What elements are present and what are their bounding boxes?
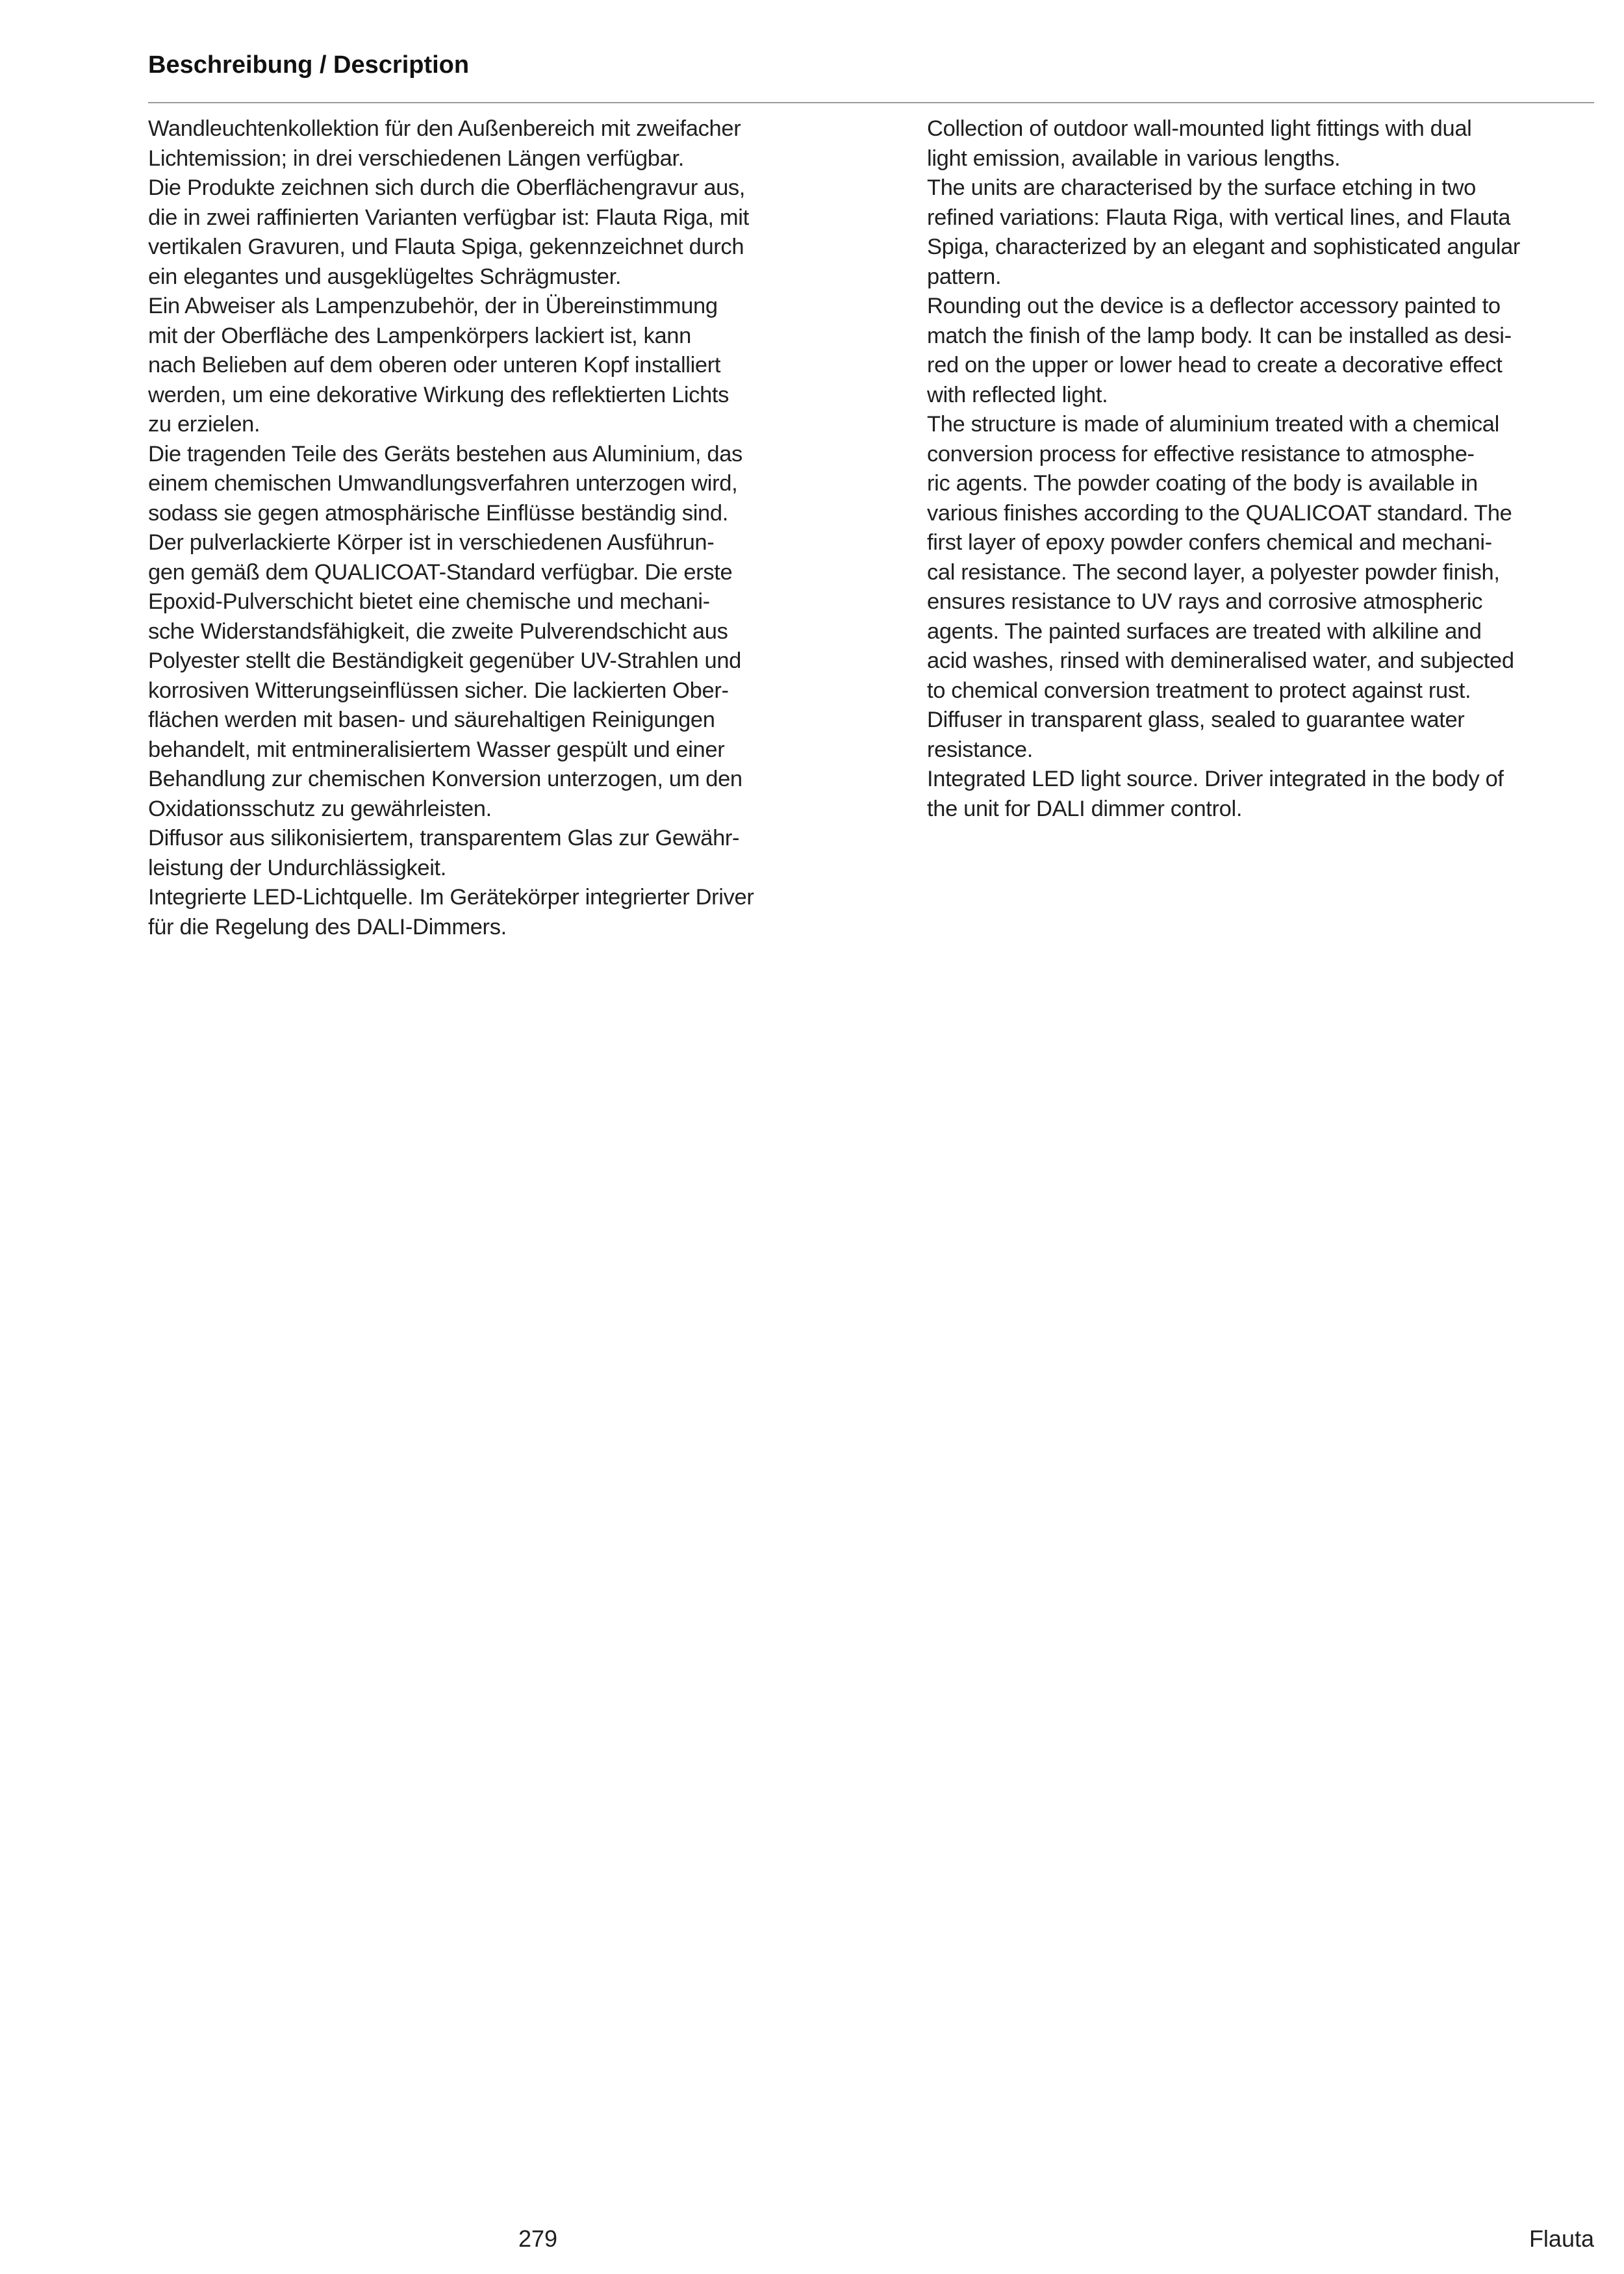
text-line: Der pulverlackierte Körper ist in verschiedenen Ausführun- xyxy=(148,530,715,555)
text-line: gen gemäß dem QUALICOAT-Standard verfügbar. Die erste xyxy=(148,559,733,585)
text-line: The structure is made of aluminium treated with a chemical xyxy=(927,412,1499,437)
text-line: refined variations: Flauta Riga, with vertical lines, and Flauta xyxy=(927,205,1511,230)
text-line: flächen werden mit basen- und säurehaltigen Reinigungen xyxy=(148,708,715,732)
text-line: Ein Abweiser als Lampenzubehör, der in Übereinstimmung xyxy=(148,294,718,318)
text-line: ein elegantes und ausgeklügeltes Schrägmuster. xyxy=(148,264,622,289)
text-line: Integrated LED light source. Driver integrated in the body of xyxy=(927,767,1504,791)
text-line: various finishes according to the QUALICOAT standard. The xyxy=(927,500,1512,526)
german-paragraph xyxy=(148,114,804,173)
page-number: 279 xyxy=(518,2225,558,2252)
text-line: behandelt, mit entmineralisiertem Wasser gespült und einer xyxy=(148,737,725,762)
text-line: Diffuser in transparent glass, sealed to guarantee water xyxy=(927,708,1465,732)
text-line: Rounding out the device is a deflector accessory painted to xyxy=(927,294,1501,318)
text-line: Wandleuchtenkollektion für den Außenbereich mit zweifacher xyxy=(148,116,741,141)
english-paragraph xyxy=(927,410,1596,706)
text-line: mit der Oberfläche des Lampenkörpers lackiert ist, kann xyxy=(148,323,691,348)
text-line: Diffusor aus silikonisiertem, transparentem Glas zur Gewähr- xyxy=(148,826,740,850)
text-line: einem chemischen Umwandlungsverfahren unterzogen wird, xyxy=(148,471,738,496)
text-line: with reflected light. xyxy=(927,382,1108,407)
text-line: Oxidationsschutz zu gewährleisten. xyxy=(148,796,492,821)
text-line: Behandlung zur chemischen Konversion unterzogen, um den xyxy=(148,767,742,791)
text-line: the unit for DALI dimmer control. xyxy=(927,796,1243,821)
german-paragraph xyxy=(148,440,804,824)
text-line: Epoxid-Pulverschicht bietet eine chemische und mechani- xyxy=(148,589,710,614)
german-paragraph xyxy=(148,824,804,883)
text-line: Spiga, characterized by an elegant and sophisticated angular xyxy=(927,235,1521,259)
german-paragraph xyxy=(148,292,804,440)
text-line: korrosiven Witterungseinflüssen sicher. Die lackierten Ober- xyxy=(148,678,729,703)
english-description-column xyxy=(927,114,1596,824)
text-line: leistung der Undurchlässigkeit. xyxy=(148,855,446,880)
text-line: conversion process for effective resistance to atmosphe- xyxy=(927,441,1475,466)
text-line: to chemical conversion treatment to protect against rust. xyxy=(927,678,1471,703)
english-paragraph xyxy=(927,706,1596,765)
text-line: ensures resistance to UV rays and corrosive atmospheric xyxy=(927,589,1483,614)
text-line: Integrierte LED-Lichtquelle. Im Gerätekörper integrierter Driver xyxy=(148,885,754,910)
text-line: acid washes, rinsed with demineralised water, and subjected xyxy=(927,648,1514,673)
english-paragraph xyxy=(927,765,1596,824)
text-line: resistance. xyxy=(927,737,1033,762)
german-paragraph xyxy=(148,173,804,292)
text-line: light emission, available in various lengths. xyxy=(927,146,1341,171)
page-title: Beschreibung / Description xyxy=(148,51,470,79)
text-line: pattern. xyxy=(927,264,1002,289)
text-line: Die tragenden Teile des Geräts bestehen aus Aluminium, das xyxy=(148,441,742,466)
product-name: Flauta xyxy=(1529,2225,1594,2252)
english-paragraph xyxy=(927,114,1596,173)
text-line: first layer of epoxy powder confers chemical and mechani- xyxy=(927,530,1492,555)
text-line: Polyester stellt die Beständigkeit gegenüber UV-Strahlen und xyxy=(148,648,741,673)
text-line: The units are characterised by the surface etching in two xyxy=(927,175,1476,200)
text-line: die in zwei raffinierten Varianten verfügbar ist: Flauta Riga, mit xyxy=(148,205,749,230)
text-line: cal resistance. The second layer, a polyester powder finish, xyxy=(927,559,1500,585)
text-line: red on the upper or lower head to create a decorative effect xyxy=(927,353,1503,377)
text-line: match the finish of the lamp body. It can be installed as desi- xyxy=(927,323,1512,348)
text-line: Die Produkte zeichnen sich durch die Oberflächengravur aus, xyxy=(148,175,746,200)
text-line: sodass sie gegen atmosphärische Einflüsse beständig sind. xyxy=(148,500,728,526)
text-line: vertikalen Gravuren, und Flauta Spiga, gekennzeichnet durch xyxy=(148,235,744,259)
english-paragraph xyxy=(927,292,1596,410)
text-line: werden, um eine dekorative Wirkung des reflektierten Lichts xyxy=(148,382,730,407)
header-divider xyxy=(148,102,1594,103)
english-paragraph xyxy=(927,173,1596,292)
text-line: agents. The painted surfaces are treated with alkiline and xyxy=(927,619,1482,644)
text-line: für die Regelung des DALI-Dimmers. xyxy=(148,914,507,939)
german-paragraph xyxy=(148,883,804,942)
german-description-column xyxy=(148,114,804,942)
text-line: Collection of outdoor wall-mounted light fittings with dual xyxy=(927,116,1472,141)
text-line: Lichtemission; in drei verschiedenen Längen verfügbar. xyxy=(148,146,684,171)
text-line: sche Widerstandsfähigkeit, die zweite Pulverendschicht aus xyxy=(148,619,728,644)
text-line: nach Belieben auf dem oberen oder unteren Kopf installiert xyxy=(148,353,721,377)
text-line: zu erzielen. xyxy=(148,412,260,437)
text-line: ric agents. The powder coating of the body is available in xyxy=(927,471,1478,496)
